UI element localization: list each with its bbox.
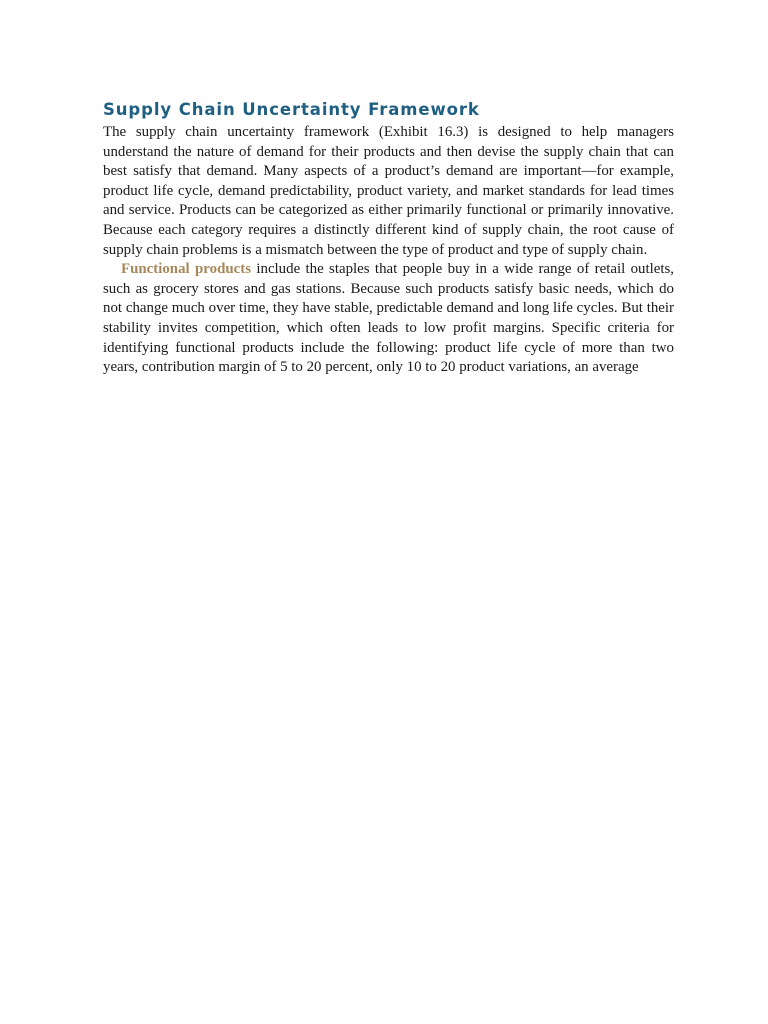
body-paragraph <box>103 260 674 378</box>
body-paragraph <box>103 123 674 260</box>
paragraph-text: The supply chain uncertainty framework (Exhibit 16.3) is designed to help managers understand the nature of demand for their products and then devise the supply chain that can best satisfy that demand. Many aspects of a product’s demand are important—for example, product life cycle, demand predictability, product variety, and market standards for lead times and service. Products can be categorized as either primarily functional or primarily innovative. Because each category requires a distinctly different kind of supply chain, the root cause of supply chain problems is a mismatch between the type of product and type of supply chain. <box>103 124 674 258</box>
section-heading: Supply Chain Uncertainty Framework <box>103 100 480 119</box>
text-section <box>103 99 674 378</box>
paragraph-text: include the staples that people buy in a wide range of retail outlets, such as grocery stores and gas stations. Because such products satisfy basic needs, which do not change much over time, they have stable, predictable demand and long life cycles. But their stability invites competition, which often leads to low profit margins. Specific criteria for identifying functional products include the following: product life cycle of more than two years, contribution margin of 5 to 20 percent, only 10 to 20 product variations, an average <box>103 261 674 376</box>
key-term: Functional products <box>121 261 252 278</box>
